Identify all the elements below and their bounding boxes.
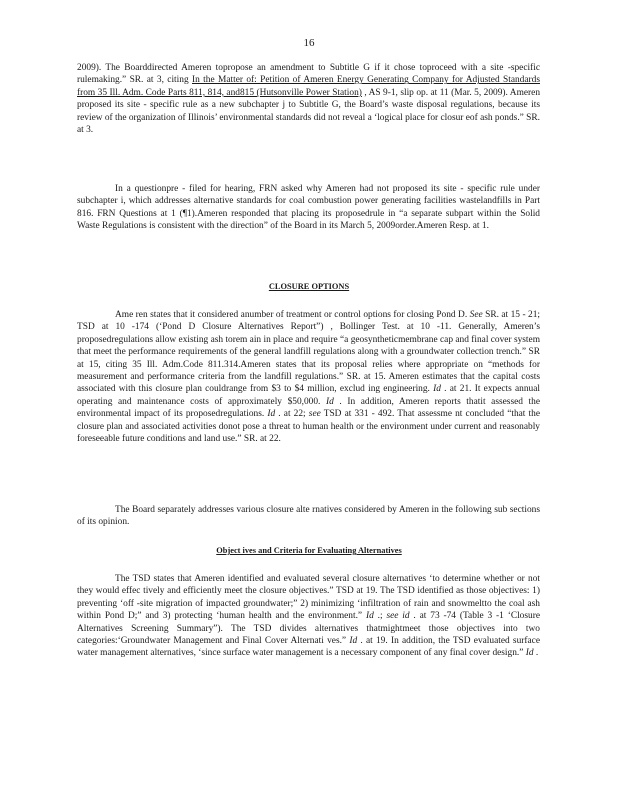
paragraph-5-text-a: The TSD states that Ameren identified and evaluated several closure alternatives ‘to determine whether or not they would effec tively and efficiently meet the closure objectives.” TSD at 19. The TSD identified as those objectives: 1) preventing ‘off -site migration of impacted groundwater;” 2) minimizing ‘infiltration of rain and snowmeltto the coal ash within Pond D;” and 3) protecting ‘human health and the environment.” bbox=[77, 574, 540, 622]
paragraph-3-text-d: . In addition, Ameren reports thatit assessed the environmental impact of its proposedregulations. bbox=[77, 396, 540, 420]
paragraph-4: The Board separately addresses various closure alte rnatives considered by Ameren in the following sub sections of its opinion. bbox=[77, 505, 540, 528]
paragraph-3-text-e: . at 22; bbox=[275, 409, 309, 420]
section-heading-closure-options: CLOSURE OPTIONS bbox=[268, 282, 350, 291]
paragraph-3-text-f: TSD at 331 - 492. That assessme nt concluded “that the closure plan and associated activities donot pose a threat to human health or the environment under current and reasonably foreseeable future conditions and land use.” SR. at 22. bbox=[77, 409, 540, 445]
signal-id: Id bbox=[525, 648, 534, 659]
paragraph-1-text-b: , AS 9-1, slip op. at 11 (Mar. 5, 2009). Ameren proposed its site - specific rule as a new subchapter j to Subtitle G, the Board’s waste disposal regulations, because its review of the organization of Illinois’ environmental standards did not reveal a ‘logical place for closur eof ash ponds.” SR. at 3. bbox=[77, 87, 541, 136]
paragraph-5-text-b: .; bbox=[373, 611, 387, 622]
signal-see: see bbox=[386, 611, 399, 622]
signal-id: Id bbox=[433, 384, 441, 395]
paragraph-5-text-e: . at 19. In addition, the TSD evaluated surface water management alternatives, ‘since surface water management is a necessary component of any final cover design.” bbox=[77, 636, 540, 659]
paragraph-2: In a questionpre - filed for hearing, FRN asked why Ameren had not proposed its site - specific rule under subchapter i, which addresses alternative standards for coal combustion power generating facilities wastelandfills in Part 816. FRN Questions at 1 (¶1).Ameren responded that placing its proposedrule in “a separate subpart within the Solid Waste Regulations is consistent with the direction” of the Board in its March 5, 2009order.Ameren Resp. at 1. bbox=[77, 184, 540, 232]
paragraph-5-text-d: . at 73 -74 (Table 3 -1 ‘Closure Alternatives Screening Summary”). The TSD divides alternatives thatmightmeet those objectives into two categories:‘Groundwater Management and Final Cover Alternati ves.” bbox=[77, 611, 540, 647]
signal-see: See bbox=[469, 310, 483, 320]
paragraph-3-text-c: . at 21. It expects annual operating and maintenance costs of approximately $50,000. bbox=[77, 384, 541, 407]
section-heading-objectives: Object ives and Criteria for Evaluating Alternatives bbox=[216, 546, 402, 555]
paragraph-1-text-a: 2009). The Boarddirected Ameren topropose an amendment to Subtitle G if it chose toproceed with a site -specific rulemaking.” SR. at 3, citing bbox=[77, 63, 540, 86]
signal-id: Id bbox=[349, 636, 358, 647]
signal-see: see bbox=[308, 409, 321, 420]
paragraph-5-text-f: . bbox=[533, 648, 539, 659]
case-citation: In the Matter of: Petition of Ameren Energy Generating Company for Adjusted Standards from 35 Ill. Adm. Code Parts 811, 814, and815 (Hutsonville Power Station) bbox=[77, 75, 540, 98]
paragraph-1 bbox=[77, 62, 540, 136]
signal-id: Id bbox=[326, 396, 334, 407]
paragraph-5 bbox=[77, 573, 540, 660]
paragraph-3 bbox=[77, 309, 540, 445]
page-number: 16 bbox=[303, 37, 315, 49]
signal-id: Id bbox=[365, 611, 374, 622]
signal-id: Id bbox=[267, 409, 276, 420]
paragraph-3-text-b: SR. at 15 - 21; TSD at 10 -174 (‘Pond D Closure Alternatives Report”) , Bollinger Test. at 10 -11. Generally, Ameren’s proposedregulations allow existing ash torem ain in place and require “a geosyntheticmembrane cap and final cover system that meet the performance requirements of the general landfill regulations along with a groundwater collection trench.” SR at 15, citing 35 Ill. Adm.Code 811.314.Ameren states that its proposal relies where appropriate on “methods for measurement and performance criteria from the landfill regulations.” SR. at 15. Ameren estimates that the capital costs associated with this closure plan couldrange from $3 to $4 million, exclud ing engineering. bbox=[77, 310, 541, 395]
signal-id: id bbox=[402, 611, 410, 622]
paragraph-3-text-a: Ame ren states that it considered anumber of treatment or control options for closing Pond D. bbox=[115, 310, 470, 320]
